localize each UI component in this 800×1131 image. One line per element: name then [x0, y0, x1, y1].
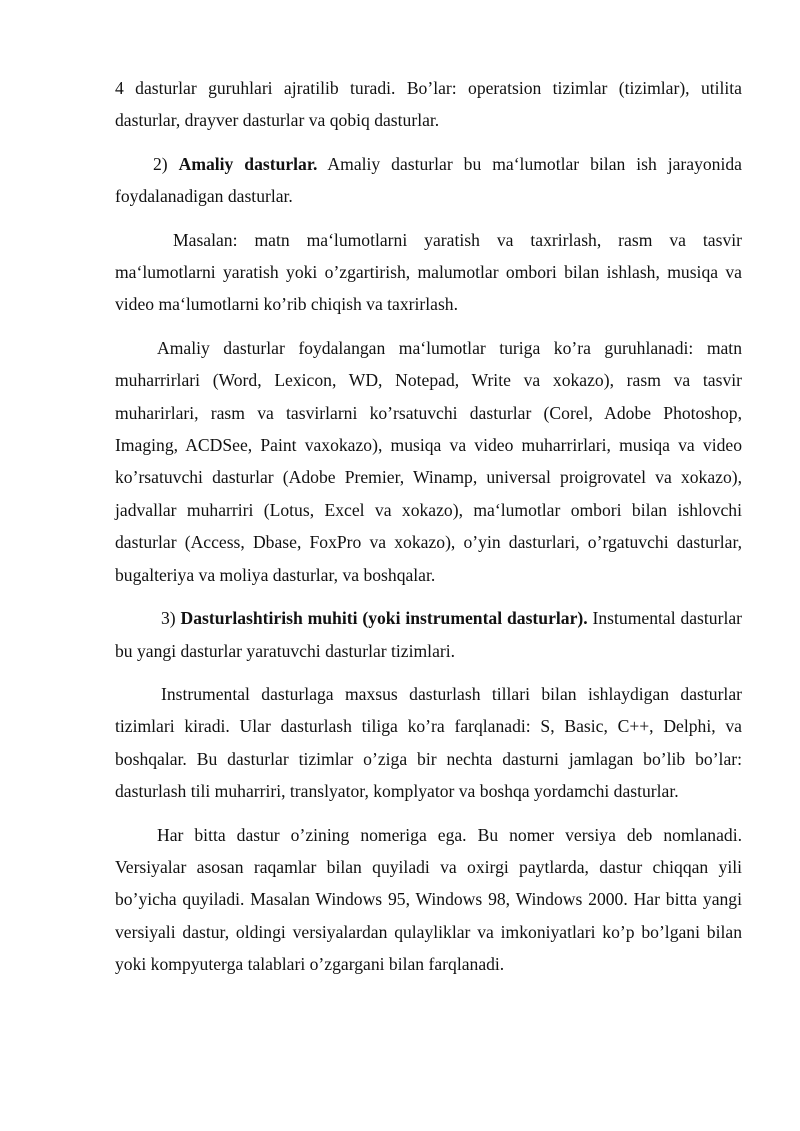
section-heading-environment: Dasturlashtirish muhiti (yoki instrumental dasturlar).	[180, 608, 588, 629]
paragraph-applied-groups: Amaliy dasturlar foydalangan ma‘lumotlar turiga ko’ra guruhlanadi: matn muharrirlari (Word, Lexicon, WD, Notepad, Write va xokazo), rasm va tasvir muharirlari, rasm va tasvirlarni ko’rsatuvchi dasturlar (Corel, Adobe Photoshop, Imaging, ACDSee, Paint vaxokazo), musiqa va video muharrirlari, musiqa va video ko’rsatuvchi dasturlar (Adobe Premier, Winamp, universal proigrovatel va xokazo), jadvallar muharriri (Lotus, Excel va xokazo), ma‘lumotlar ombori bilan ishlovchi dasturlar (Access, Dbase, FoxPro va xokazo), o’yin dasturlari, o’rgatuvchi dasturlar, bugalteriya va moliya dasturlar, va boshqalar.	[115, 337, 742, 585]
section-heading-applied: Amaliy dasturlar.	[178, 153, 318, 174]
list-number: 2)	[153, 153, 179, 174]
paragraph-instrumental: Instrumental dasturlaga maxsus dasturlash tillari bilan ishlaydigan dasturlar tizimlari kiradi. Ular dasturlash tiliga ko’ra farqlanadi: S, Basic, C++, Delphi, va boshqalar. Bu dasturlar tizimlar o’ziga bir nechta dasturni jamlagan bo’lib bo’lar: dasturlash tili muharriri, translyator, komplyator va boshqa yordamchi dasturlar.	[115, 683, 742, 802]
paragraph-text: Instumental dasturlar bu yangi dasturlar yaratuvchi dasturlar tizimlari.	[115, 608, 743, 661]
paragraph-programming-environment	[115, 602, 742, 667]
paragraph-text: Amaliy dasturlar bu ma‘lumotlar bilan ish jarayonida foydalanadigan dasturlar.	[115, 153, 742, 207]
paragraph-applied-programs	[115, 148, 742, 213]
document-page	[115, 72, 742, 992]
paragraph-system-programs-end: 4 dasturlar guruhlari ajratilib turadi. Bo’lar: operatsion tizimlar (tizimlar), utilita dasturlar, drayver dasturlar va qobiq dasturlar.	[115, 78, 742, 131]
list-number: 3)	[161, 608, 181, 629]
paragraph-example: Masalan: matn ma‘lumotlarni yaratish va taxrirlash, rasm va tasvir ma‘lumotlarni yaratish yoki o’zgartirish, malumotlar ombori bilan ishlash, musiqa va video ma‘lumotlarni ko’rib chiqish va taxrirlash.	[115, 229, 742, 315]
paragraph-versions: Har bitta dastur o’zining nomeriga ega. Bu nomer versiya deb nomlanadi. Versiyalar asosan raqamlar bilan quyiladi va oxirgi paytlarda, dastur chiqqan yili bo’yicha quyiladi. Masalan Windows 95, Windows 98, Windows 2000. Har bitta yangi versiyali dastur, oldingi versiyalardan qulayliklar va imkoniyatlari ko’p bo’lgani bilan yoki kompyuterga talablari o’zgargani bilan farqlanadi.	[115, 824, 742, 975]
